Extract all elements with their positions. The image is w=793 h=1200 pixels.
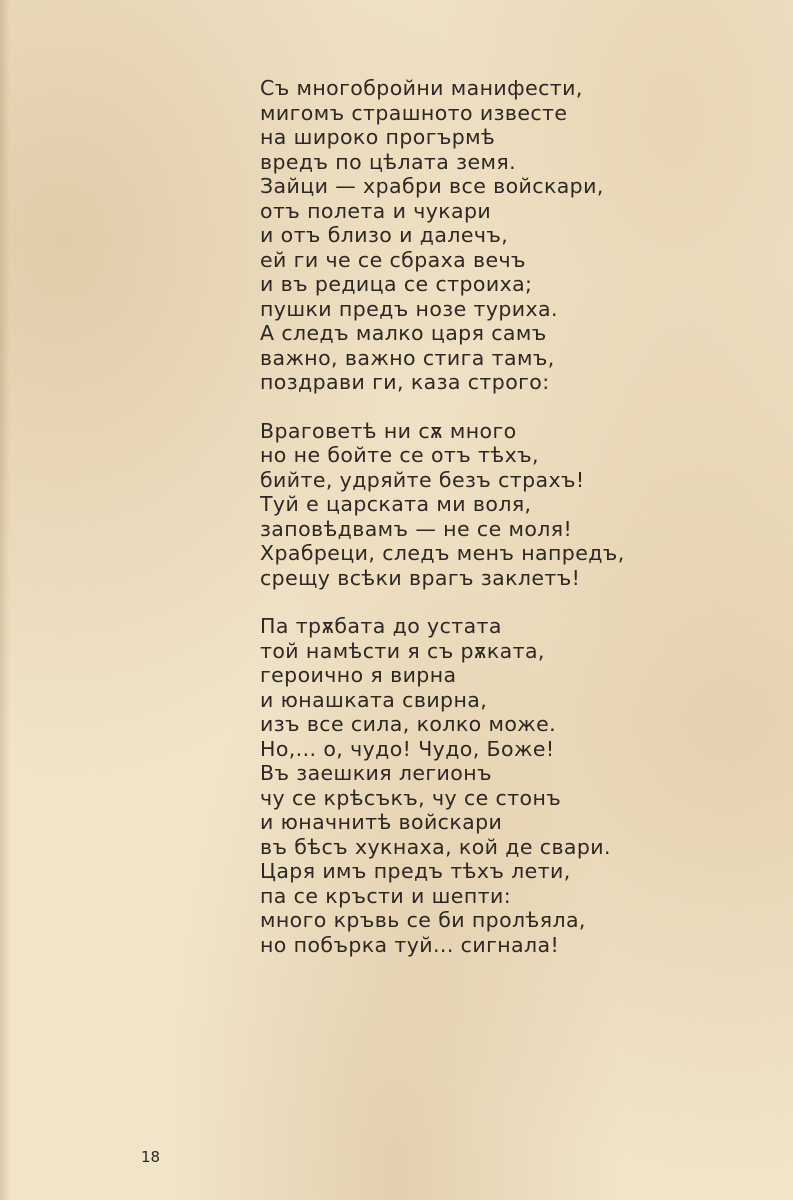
poem-line: поздрави ги, каза строго: [260,370,550,394]
poem-line: ей ги че се сбраха вечъ [260,247,526,272]
poem-line: отъ полета и чукари [260,198,492,223]
poem-line: той намѣсти я съ рѫката, [260,638,545,663]
poem-line: изъ все сила, колко може. [260,712,557,736]
poem-line: много кръвь се би пролѣяла, [260,908,586,932]
poem-line: но побърка туй... сигнала! [260,932,560,957]
poem-line: и въ редица се строиха; [260,272,533,296]
poem-line: Храбреци, следъ менъ напредъ, [260,541,625,565]
stanza-3 [260,614,680,957]
poem-line: Но,... о, чудо! Чудо, Боже! [260,736,555,761]
poem-line: на широко прогърмѣ [260,125,496,149]
poem-line: Въ заешкия легионъ [260,761,492,785]
poem-line: пушки предъ нозе туриха. [260,296,558,321]
poem-line: героично я вирна [260,663,457,687]
poem-line: Туй е царската ми воля, [260,492,532,516]
poem-line: заповѣдвамъ — не се моля! [260,516,573,541]
poem-line: Съ многобройни манифести, [260,76,583,100]
poem-line: вредъ по цѣлата земя. [260,149,516,174]
poem-line: бийте, удряйте безъ страхъ! [260,467,585,492]
poem-line: Враговетѣ ни сѫ много [260,418,517,443]
poem-line: и юнашката свирна, [260,687,488,712]
stanza-2 [260,419,680,591]
poem-line: А следъ малко царя самъ [260,321,547,345]
poem-line: чу се крѣсъкъ, чу се стонъ [260,785,562,810]
poem-line: важно, важно стига тамъ, [260,345,555,370]
page-number: 18 [141,1148,161,1166]
stanza-1 [260,76,680,395]
poem-line: Зайци — храбри все войскари, [260,174,604,198]
poem-line: мигомъ страшното известе [260,100,568,125]
poem-line: срещу всѣки врагъ заклетъ! [260,565,581,590]
page-edge-shadow [0,0,10,1200]
poem-text [260,76,680,981]
poem-line: Па трѫбата до устата [260,614,502,638]
poem-line: и отъ близо и далечъ, [260,223,509,247]
poem-line: въ бѣсъ хукнаха, кой де свари. [260,834,611,859]
poem-line: но не бойте се отъ тѣхъ, [260,443,539,467]
poem-line: па се кръсти и шепти: [260,883,511,908]
poem-line: Царя имъ предъ тѣхъ лети, [260,859,571,883]
poem-line: и юначнитѣ войскари [260,810,503,834]
